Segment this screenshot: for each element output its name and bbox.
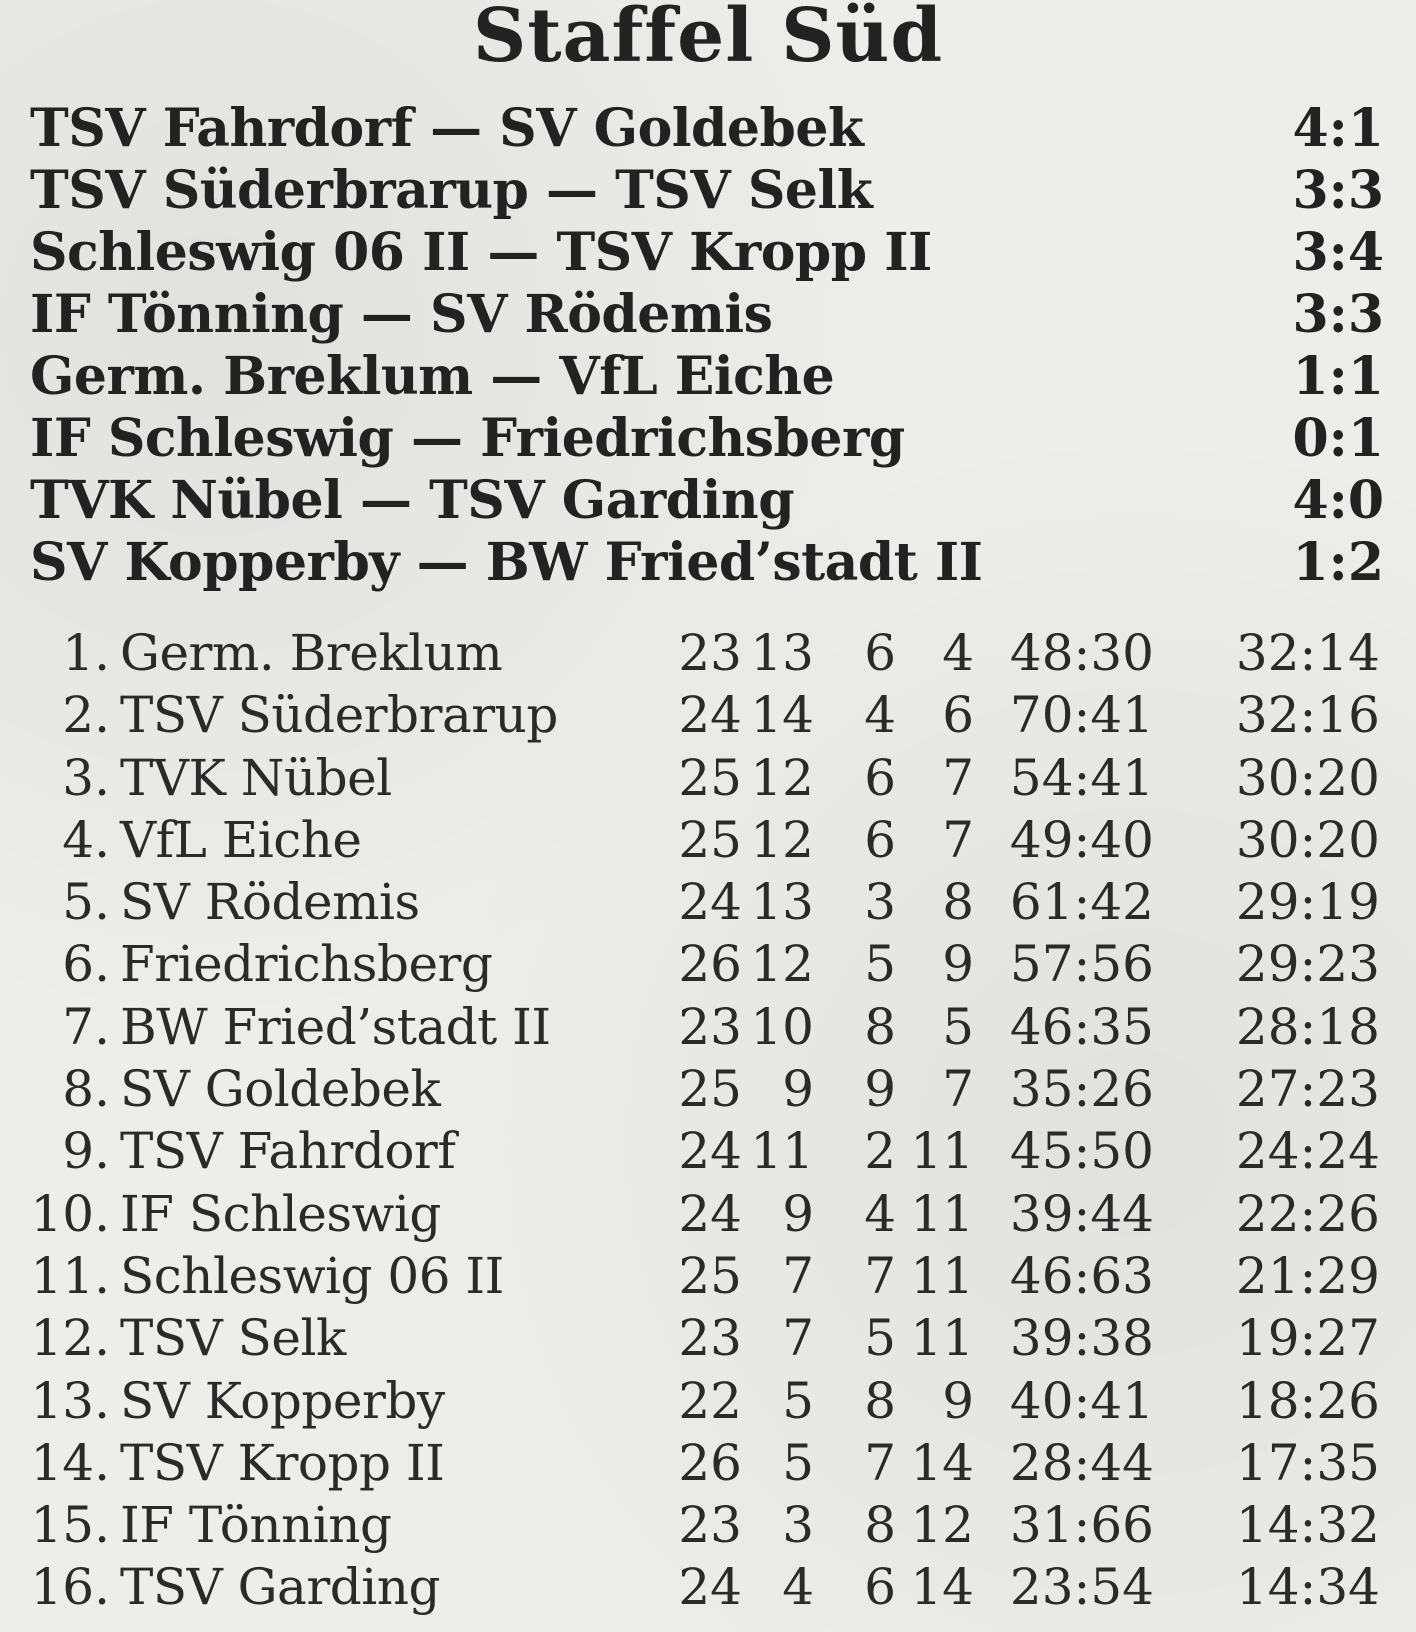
table-row xyxy=(20,809,1400,871)
standing-points: 14:34 xyxy=(1235,1558,1380,1617)
standing-goals: 39:44 xyxy=(1009,1184,1154,1243)
standing-drawn: 4 xyxy=(864,1184,896,1243)
standing-rank: 5. xyxy=(62,873,110,932)
standing-team: SV Kopperby xyxy=(120,1371,445,1430)
standing-team: TSV Kropp II xyxy=(120,1433,445,1492)
standing-lost: 9 xyxy=(942,935,974,994)
standing-won: 7 xyxy=(782,1246,814,1305)
standing-won: 9 xyxy=(782,1060,814,1119)
match-result-row xyxy=(30,160,1386,222)
match-teams: IF Tönning — SV Rödemis xyxy=(30,284,773,345)
standing-drawn: 6 xyxy=(864,748,896,807)
standing-drawn: 6 xyxy=(864,810,896,869)
standing-team: IF Tönning xyxy=(120,1496,392,1555)
standing-goals: 48:30 xyxy=(1009,624,1154,682)
standing-rank: 1. xyxy=(62,624,110,682)
standing-lost: 7 xyxy=(942,748,974,807)
match-teams: SV Kopperby — BW Fried’stadt II xyxy=(30,532,983,593)
standing-won: 13 xyxy=(750,624,814,682)
standing-goals: 57:56 xyxy=(1009,935,1154,994)
match-result-row xyxy=(30,284,1386,346)
standing-goals: 49:40 xyxy=(1009,810,1154,869)
standing-points: 27:23 xyxy=(1235,1060,1380,1119)
standing-drawn: 8 xyxy=(864,1371,896,1430)
standing-played: 22 xyxy=(678,1371,742,1430)
table-row xyxy=(20,1245,1400,1307)
standing-goals: 40:41 xyxy=(1009,1371,1154,1430)
page-title: Staffel Süd xyxy=(472,0,944,79)
match-teams: TVK Nübel — TSV Garding xyxy=(30,470,795,531)
standing-played: 23 xyxy=(678,1496,742,1555)
standing-played: 25 xyxy=(678,748,742,807)
standing-drawn: 5 xyxy=(864,1309,896,1368)
match-results xyxy=(30,98,1386,594)
standing-rank: 11. xyxy=(30,1246,110,1305)
standing-lost: 11 xyxy=(910,1184,974,1243)
standing-points: 18:26 xyxy=(1235,1371,1380,1430)
standing-points: 19:27 xyxy=(1235,1309,1380,1368)
standing-drawn: 8 xyxy=(864,997,896,1056)
standing-goals: 23:54 xyxy=(1009,1558,1154,1617)
standing-rank: 3. xyxy=(62,748,110,807)
standing-points: 29:19 xyxy=(1235,873,1380,932)
standing-lost: 7 xyxy=(942,1060,974,1119)
standing-points: 14:32 xyxy=(1235,1496,1380,1555)
standing-team: BW Fried’stadt II xyxy=(120,997,551,1056)
standing-played: 24 xyxy=(678,1122,742,1181)
standing-won: 10 xyxy=(750,997,814,1056)
standing-points: 32:16 xyxy=(1235,686,1380,745)
standing-drawn: 5 xyxy=(864,935,896,994)
standing-won: 9 xyxy=(782,1184,814,1243)
standing-rank: 7. xyxy=(62,997,110,1056)
standing-rank: 8. xyxy=(62,1060,110,1119)
table-row xyxy=(20,1307,1400,1369)
match-score: 3:3 xyxy=(1292,284,1384,345)
standing-won: 5 xyxy=(782,1433,814,1492)
table-row xyxy=(20,1432,1400,1494)
table-row xyxy=(20,1183,1400,1245)
table-row xyxy=(20,1120,1400,1182)
table-row xyxy=(20,933,1400,995)
standing-goals: 61:42 xyxy=(1009,873,1154,932)
standing-drawn: 6 xyxy=(864,624,896,682)
standing-goals: 35:26 xyxy=(1009,1060,1154,1119)
standing-points: 29:23 xyxy=(1235,935,1380,994)
match-score: 3:3 xyxy=(1292,160,1384,221)
standing-played: 25 xyxy=(678,810,742,869)
standing-goals: 70:41 xyxy=(1009,686,1154,745)
standing-rank: 13. xyxy=(30,1371,110,1430)
standing-played: 24 xyxy=(678,873,742,932)
standing-won: 11 xyxy=(750,1122,814,1181)
match-result-row xyxy=(30,408,1386,470)
match-result-row xyxy=(30,346,1386,408)
match-score: 1:1 xyxy=(1292,346,1384,407)
match-result-row xyxy=(30,532,1386,594)
standing-lost: 8 xyxy=(942,873,974,932)
table-row xyxy=(20,1494,1400,1556)
standing-team: TSV Süderbrarup xyxy=(120,686,558,745)
match-teams: Schleswig 06 II — TSV Kropp II xyxy=(30,222,932,283)
standing-drawn: 8 xyxy=(864,1496,896,1555)
standing-rank: 2. xyxy=(62,686,110,745)
standing-won: 13 xyxy=(750,873,814,932)
standing-lost: 4 xyxy=(942,624,974,682)
standings-table xyxy=(20,622,1400,1619)
standing-drawn: 6 xyxy=(864,1558,896,1617)
standing-lost: 6 xyxy=(942,686,974,745)
match-score: 0:1 xyxy=(1292,408,1384,469)
match-result-row xyxy=(30,98,1386,160)
standing-played: 25 xyxy=(678,1246,742,1305)
standing-won: 12 xyxy=(750,935,814,994)
standing-played: 26 xyxy=(678,1433,742,1492)
standing-rank: 14. xyxy=(30,1433,110,1492)
standing-goals: 46:35 xyxy=(1009,997,1154,1056)
standing-goals: 54:41 xyxy=(1009,748,1154,807)
standing-lost: 11 xyxy=(910,1246,974,1305)
table-row xyxy=(20,1058,1400,1120)
match-result-row xyxy=(30,470,1386,532)
match-score: 3:4 xyxy=(1292,222,1384,283)
standing-won: 12 xyxy=(750,748,814,807)
standing-team: TSV Selk xyxy=(120,1309,346,1368)
standing-won: 12 xyxy=(750,810,814,869)
match-result-row xyxy=(30,222,1386,284)
standing-team: TSV Garding xyxy=(120,1558,440,1617)
match-teams: Germ. Breklum — VfL Eiche xyxy=(30,346,835,407)
standing-drawn: 4 xyxy=(864,686,896,745)
standing-lost: 5 xyxy=(942,997,974,1056)
standing-lost: 14 xyxy=(910,1433,974,1492)
standing-team: SV Rödemis xyxy=(120,873,420,932)
standing-team: IF Schleswig xyxy=(120,1184,441,1243)
standing-team: Schleswig 06 II xyxy=(120,1246,504,1305)
standing-won: 14 xyxy=(750,686,814,745)
standing-points: 32:14 xyxy=(1235,624,1380,682)
table-row xyxy=(20,996,1400,1058)
standing-won: 7 xyxy=(782,1309,814,1368)
standing-played: 23 xyxy=(678,624,742,682)
standing-won: 5 xyxy=(782,1371,814,1430)
standing-team: VfL Eiche xyxy=(120,810,362,869)
match-teams: TSV Süderbrarup — TSV Selk xyxy=(30,160,873,221)
table-row xyxy=(20,747,1400,809)
standing-rank: 12. xyxy=(30,1309,110,1368)
standing-team: TVK Nübel xyxy=(120,748,392,807)
standing-lost: 12 xyxy=(910,1496,974,1555)
table-row xyxy=(20,622,1400,684)
standing-goals: 31:66 xyxy=(1009,1496,1154,1555)
standing-drawn: 9 xyxy=(864,1060,896,1119)
standing-lost: 9 xyxy=(942,1371,974,1430)
match-score: 4:0 xyxy=(1292,470,1384,531)
standing-goals: 45:50 xyxy=(1009,1122,1154,1181)
standing-rank: 6. xyxy=(62,935,110,994)
standing-points: 21:29 xyxy=(1235,1246,1380,1305)
standing-played: 26 xyxy=(678,935,742,994)
standing-goals: 46:63 xyxy=(1009,1246,1154,1305)
standing-team: TSV Fahrdorf xyxy=(120,1122,456,1181)
standing-played: 23 xyxy=(678,1309,742,1368)
standing-played: 24 xyxy=(678,686,742,745)
standing-points: 24:24 xyxy=(1235,1122,1380,1181)
table-row xyxy=(20,1370,1400,1432)
standing-rank: 4. xyxy=(62,810,110,869)
match-teams: IF Schleswig — Friedrichsberg xyxy=(30,408,905,469)
standing-rank: 16. xyxy=(30,1558,110,1617)
table-row xyxy=(20,684,1400,746)
standing-played: 24 xyxy=(678,1558,742,1617)
standing-drawn: 3 xyxy=(864,873,896,932)
standing-points: 30:20 xyxy=(1235,748,1380,807)
standing-points: 28:18 xyxy=(1235,997,1380,1056)
standing-points: 17:35 xyxy=(1235,1433,1380,1492)
standing-won: 3 xyxy=(782,1496,814,1555)
standing-goals: 28:44 xyxy=(1009,1433,1154,1492)
standing-drawn: 7 xyxy=(864,1433,896,1492)
standing-drawn: 7 xyxy=(864,1246,896,1305)
standing-played: 25 xyxy=(678,1060,742,1119)
standing-lost: 11 xyxy=(910,1122,974,1181)
table-row xyxy=(20,1556,1400,1618)
match-teams: TSV Fahrdorf — SV Goldebek xyxy=(30,98,864,159)
standing-drawn: 2 xyxy=(864,1122,896,1181)
standing-rank: 10. xyxy=(30,1184,110,1243)
standing-rank: 15. xyxy=(30,1496,110,1555)
standing-lost: 11 xyxy=(910,1309,974,1368)
standing-points: 22:26 xyxy=(1235,1184,1380,1243)
standing-rank: 9. xyxy=(62,1122,110,1181)
standing-lost: 7 xyxy=(942,810,974,869)
standing-team: Germ. Breklum xyxy=(120,624,503,682)
standing-team: Friedrichsberg xyxy=(120,935,493,994)
standing-points: 30:20 xyxy=(1235,810,1380,869)
table-row xyxy=(20,871,1400,933)
standing-played: 24 xyxy=(678,1184,742,1243)
standing-won: 4 xyxy=(782,1558,814,1617)
match-score: 1:2 xyxy=(1292,532,1384,593)
standing-team: SV Goldebek xyxy=(120,1060,441,1119)
match-score: 4:1 xyxy=(1292,98,1384,159)
standing-lost: 14 xyxy=(910,1558,974,1617)
standing-played: 23 xyxy=(678,997,742,1056)
standing-goals: 39:38 xyxy=(1009,1309,1154,1368)
